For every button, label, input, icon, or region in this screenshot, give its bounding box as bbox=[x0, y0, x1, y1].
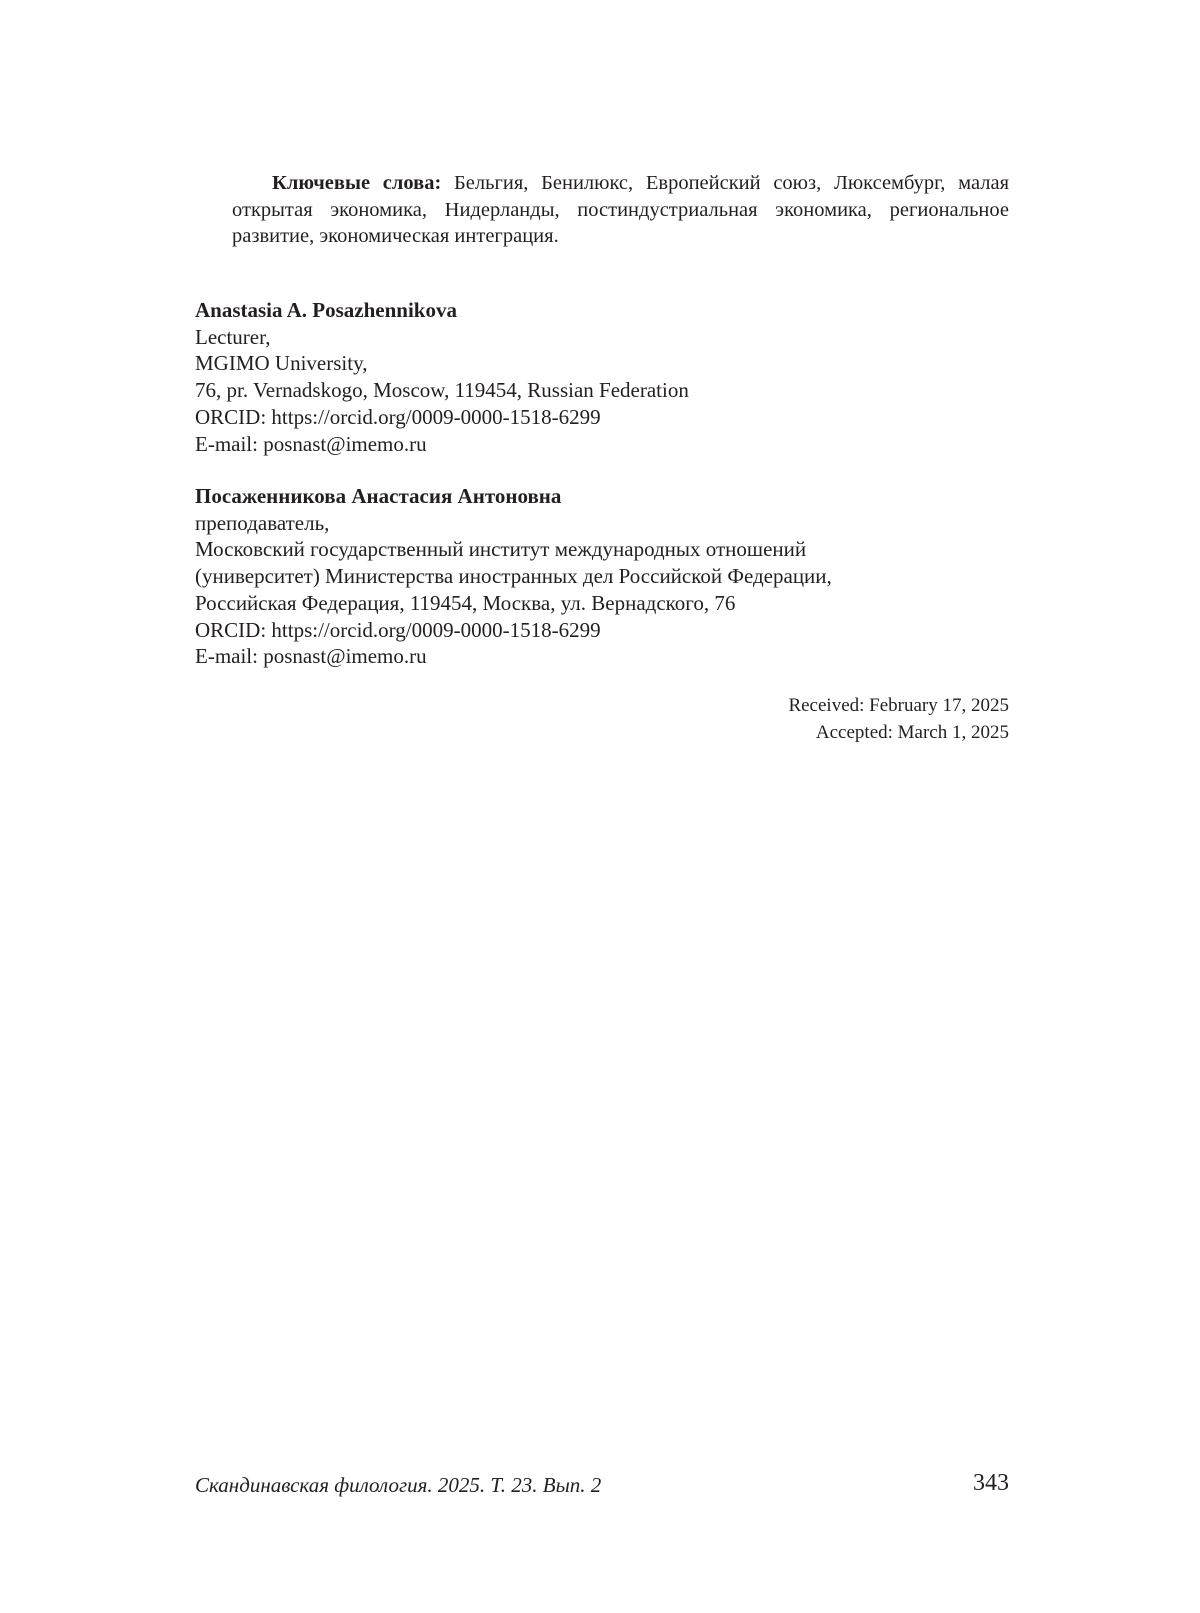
author-email-russian: E-mail: posnast@imemo.ru bbox=[195, 644, 427, 669]
author-name-english: Anastasia A. Posazhennikova bbox=[195, 298, 457, 322]
author-orcid-english: ORCID: https://orcid.org/0009-0000-1518-6299 bbox=[195, 404, 601, 429]
author-orcid-russian: ORCID: https://orcid.org/0009-0000-1518-6299 bbox=[195, 617, 601, 642]
author-affiliation-english: MGIMO University, bbox=[195, 351, 368, 376]
author-affiliation-russian-line2: (университет) Министерства иностранных дел Российской Федерации, bbox=[195, 564, 832, 589]
keywords-paragraph bbox=[232, 170, 1009, 250]
article-dates bbox=[788, 693, 1009, 746]
author-info-english bbox=[195, 297, 689, 457]
accepted-date: Accepted: March 1, 2025 bbox=[815, 721, 1009, 743]
author-name-russian: Посаженникова Анастасия Антоновна bbox=[195, 484, 562, 508]
received-date: Received: February 17, 2025 bbox=[788, 695, 1009, 716]
author-position-english: Lecturer, bbox=[195, 324, 271, 349]
author-email-english: E-mail: posnast@imemo.ru bbox=[195, 431, 427, 456]
journal-footer: Скандинавская филология. 2025. Т. 23. Вып. 2 bbox=[195, 1473, 602, 1497]
author-info-russian bbox=[195, 483, 832, 670]
keywords-text: Бельгия, Бенилюкс, Европейский союз, Люксембург, малая открытая экономика, Нидерланды, постиндустриальная экономика, региональное развитие, экономическая интеграция. bbox=[232, 172, 1009, 247]
keywords-label: Ключевые слова: bbox=[272, 172, 442, 194]
page-number: 343 bbox=[973, 1470, 1009, 1496]
author-position-russian: преподаватель, bbox=[195, 510, 330, 535]
author-affiliation-russian-line1: Московский государственный институт международных отношений bbox=[195, 537, 807, 562]
author-address-english: 76, pr. Vernadskogo, Moscow, 119454, Russian Federation bbox=[195, 378, 689, 403]
author-address-russian: Российская Федерация, 119454, Москва, ул. Вернадского, 76 bbox=[195, 590, 736, 615]
